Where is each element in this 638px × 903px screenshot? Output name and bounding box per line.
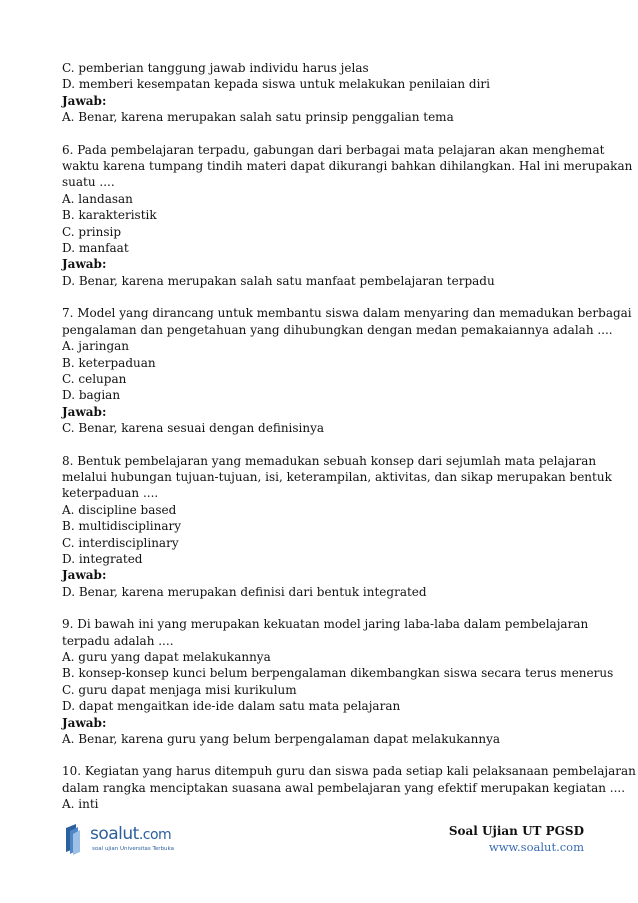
question-10	[62, 763, 636, 812]
option-b: B. karakteristik	[62, 208, 157, 223]
answer-text: A. Benar, karena merupakan salah satu prinsip penggalian tema	[62, 110, 454, 125]
option-c: C. interdisciplinary	[62, 535, 179, 550]
question-stem: pengalaman dan pengetahuan yang dihubungkan dengan medan pemakaiannya adalah ....	[62, 322, 613, 337]
option-d: D. bagian	[62, 388, 121, 403]
answer-text: C. Benar, karena sesuai dengan definisinya	[62, 421, 325, 436]
question-stem: melalui hubungan tujuan-tujuan, isi, keterampilan, aktivitas, dan sikap merupakan bentuk	[62, 469, 612, 484]
option-b: B. multidisciplinary	[62, 519, 182, 534]
question-7	[62, 305, 632, 436]
question-stem: 8. Bentuk pembelajaran yang memadukan sebuah konsep dari sejumlah mata pelajaran	[62, 453, 597, 468]
answer-label: Jawab:	[62, 93, 107, 108]
option-c: C. pemberian tanggung jawab individu harus jelas	[62, 61, 369, 75]
option-c: C. celupan	[62, 371, 127, 386]
option-c: C. prinsip	[62, 224, 122, 239]
question-6	[62, 142, 633, 290]
question-9	[62, 616, 614, 747]
answer-label: Jawab:	[62, 715, 107, 730]
option-a: A. guru yang dapat melakukannya	[62, 650, 271, 664]
answer-text: D. Benar, karena merupakan definisi dari bentuk integrated	[62, 584, 427, 599]
question-stem: 10. Kegiatan yang harus ditempuh guru dan siswa pada setiap kali pelaksanaan pembelajaran	[62, 764, 636, 779]
logo-main-text: soalut	[90, 824, 139, 844]
option-d: D. manfaat	[62, 241, 129, 256]
option-a: A. landasan	[62, 191, 133, 206]
document-body	[62, 60, 636, 829]
question-stem: keterpaduan ....	[62, 486, 159, 501]
question-stem: 7. Model yang dirancang untuk membantu siswa dalam menyaring dan memadukan berbagai	[62, 306, 632, 321]
answer-label: Jawab:	[62, 568, 107, 583]
book-stack-icon	[62, 822, 90, 856]
option-d: D. memberi kesempatan kepada siswa untuk melakukan penilaian diri	[62, 77, 490, 92]
question-stem: 6. Pada pembelajaran terpadu, gabungan dari berbagai mata pelajaran akan menghemat	[62, 142, 605, 157]
footer-url-link[interactable]: www.soalut.com	[488, 840, 584, 854]
question-stem: terpadu adalah ....	[62, 633, 174, 648]
question-stem: waktu karena tumpang tindih materi dapat dikurangi bahkan dihilangkan. Hal ini merupakan	[62, 159, 633, 174]
option-a: A. discipline based	[62, 502, 177, 517]
logo-tagline: soal ujian Universitas Terbuka	[92, 846, 175, 852]
option-b: B. konsep-konsep kunci belum berpengalaman dikembangkan siswa secara terus menerus	[62, 666, 614, 681]
question-5-tail	[62, 60, 582, 126]
soalut-logo[interactable]	[62, 822, 212, 858]
question-stem: suatu ....	[62, 175, 115, 190]
logo-com-text: .com	[138, 827, 172, 843]
logo-wordmark	[90, 824, 171, 844]
question-stem: 9. Di bawah ini yang merupakan kekuatan model jaring laba-laba dalam pembelajaran	[62, 617, 589, 632]
question-stem: dalam rangka menciptakan suasana awal pembelajaran yang efektif merupakan kegiatan ....	[62, 780, 626, 795]
answer-text: A. Benar, karena guru yang belum berpengalaman dapat melakukannya	[62, 732, 501, 747]
option-b: B. keterpaduan	[62, 355, 156, 370]
option-a: A. jaringan	[62, 339, 130, 354]
option-a: A. inti	[62, 797, 99, 812]
answer-text: D. Benar, karena merupakan salah satu manfaat pembelajaran terpadu	[62, 273, 495, 288]
question-8	[62, 453, 612, 601]
footer-title: Soal Ujian UT PGSD	[448, 824, 584, 838]
option-d: D. dapat mengaitkan ide-ide dalam satu mata pelajaran	[62, 699, 401, 714]
answer-label: Jawab:	[62, 404, 107, 419]
option-d: D. integrated	[62, 551, 143, 566]
answer-label: Jawab:	[62, 257, 107, 272]
footer-info	[449, 823, 584, 855]
option-c: C. guru dapat menjaga misi kurikulum	[62, 682, 297, 697]
